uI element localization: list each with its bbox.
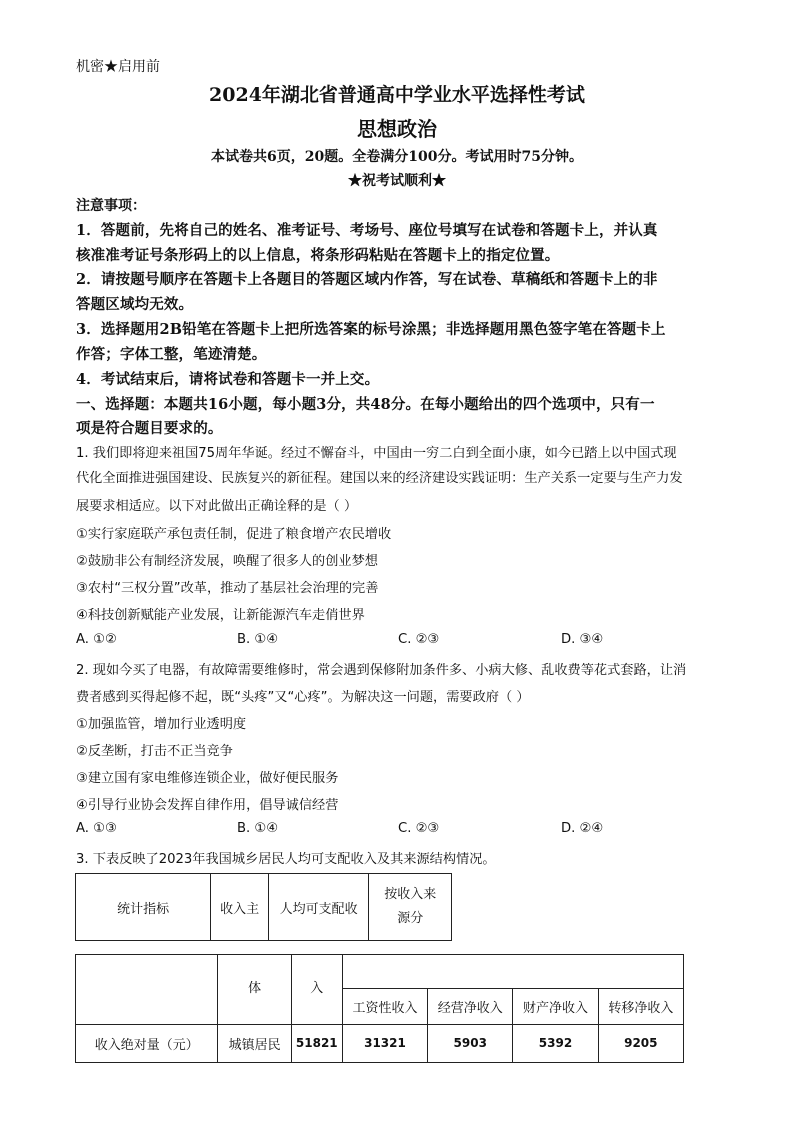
header-transfer-income: 转移净收入 <box>598 989 683 1024</box>
cell-by-source-line1: 按收入来 <box>384 887 437 902</box>
income-table <box>75 954 684 1063</box>
q1-item: ④科技创新赋能产业发展，让新能源汽车走俏世界 <box>76 608 365 623</box>
row-label: 收入绝对量（元） <box>76 1024 218 1062</box>
note-line: 2．请按题号顺序在答题卡上各题目的答题区域内作答，写在试卷、草稿纸和答题卡上的非 <box>76 271 658 288</box>
row-subject: 城镇居民 <box>218 1024 291 1062</box>
cell-by-source-line2: 源分 <box>397 911 424 926</box>
q1-item: ①实行家庭联产承包责任制，促进了粮食增产农民增收 <box>76 527 392 542</box>
q2-item: ②反垄断，打击不正当竞争 <box>76 744 233 759</box>
q1-option-c[interactable]: C. ②③ <box>398 632 440 647</box>
row-business: 5903 <box>428 1024 513 1062</box>
notes-heading: 注意事项： <box>76 198 146 214</box>
income-table-top <box>75 873 452 941</box>
q1-item: ③农村“三权分置”改革，推动了基层社会治理的完善 <box>76 581 379 596</box>
q1-stem: 1. 我们即将迎来祖国75周年华诞。经过不懈奋斗，中国由一穷二白到全面小康，如今已踏上以中国式现 <box>76 446 677 461</box>
good-luck-line: ★祝考试顺利★ <box>348 173 446 189</box>
note-line: 3．选择题用2B铅笔在答题卡上把所选答案的标号涂黑；非选择题用黑色签字笔在答题卡上 <box>76 321 666 338</box>
header-wage-income: 工资性收入 <box>342 989 427 1024</box>
section-heading: 项是符合题目要求的。 <box>76 420 223 437</box>
q1-option-d[interactable]: D. ③④ <box>561 632 604 647</box>
exam-info: 本试卷共6页，20题。全卷满分100分。考试用时75分钟。 <box>211 149 583 165</box>
exam-title: 2024年湖北省普通高中学业水平选择性考试 <box>209 84 585 106</box>
q1-stem: 代化全面推进强国建设、民族复兴的新征程。建国以来的经济建设实践证明：生产关系一定要与生产力发 <box>76 471 683 486</box>
section-heading: 一、选择题：本题共16小题，每小题3分，共48分。在每小题给出的四个选项中，只有一 <box>76 396 655 413</box>
q2-item: ③建立国有家电维修连锁企业，做好便民服务 <box>76 771 339 786</box>
cell-indicator: 统计指标 <box>76 874 211 941</box>
q2-option-d[interactable]: D. ②④ <box>561 821 604 836</box>
row-total: 51821 <box>291 1024 342 1062</box>
cell-empty <box>76 955 218 1025</box>
note-line: 4．考试结束后，请将试卷和答题卡一并上交。 <box>76 371 380 388</box>
header-property-income: 财产净收入 <box>513 989 598 1024</box>
q3-stem: 3. 下表反映了2023年我国城乡居民人均可支配收入及其来源结构情况。 <box>76 852 496 867</box>
q1-option-b[interactable]: B. ①④ <box>237 632 279 647</box>
cell-by-source <box>369 874 452 941</box>
q1-item: ②鼓励非公有制经济发展，唤醒了很多人的创业梦想 <box>76 554 378 569</box>
q2-option-a[interactable]: A. ①③ <box>76 821 117 836</box>
note-line: 作答；字体工整，笔迹清楚。 <box>76 346 267 363</box>
cell-disposable-income: 人均可支配收 <box>268 874 368 941</box>
row-wage: 31321 <box>342 1024 427 1062</box>
cell-subject: 收入主 <box>211 874 269 941</box>
q2-option-b[interactable]: B. ①④ <box>237 821 279 836</box>
note-line: 答题区域均无效。 <box>76 296 194 313</box>
note-line: 核准准考证号条形码上的以上信息，将条形码粘贴在答题卡上的指定位置。 <box>76 247 560 264</box>
cell-total-header: 入 <box>291 955 342 1025</box>
q2-stem: 2. 现如今买了电器，有故障需要维修时，常会遇到保修附加条件多、小病大修、乱收费等花式套路，让消 <box>76 663 687 678</box>
note-line: 1．答题前，先将自己的姓名、准考证号、考场号、座位号填写在试卷和答题卡上，并认真 <box>76 222 658 239</box>
header-business-income: 经营净收入 <box>428 989 513 1024</box>
cell-subject-header: 体 <box>218 955 291 1025</box>
confidential-label: 机密★启用前 <box>76 59 160 75</box>
q2-stem: 费者感到买得起修不起，既“头疼”又“心疼”。为解决这一问题，需要政府（ ） <box>76 690 530 705</box>
q2-option-c[interactable]: C. ②③ <box>398 821 440 836</box>
row-transfer: 9205 <box>598 1024 683 1062</box>
row-property: 5392 <box>513 1024 598 1062</box>
q2-item: ④引导行业协会发挥自律作用，倡导诚信经营 <box>76 798 339 813</box>
q2-item: ①加强监管，增加行业透明度 <box>76 717 247 732</box>
q1-option-a[interactable]: A. ①② <box>76 632 117 647</box>
q1-stem: 展要求相适应。以下对此做出正确诠释的是（ ） <box>76 499 358 514</box>
cell-source-span <box>342 955 683 989</box>
subject-title: 思想政治 <box>357 117 437 141</box>
